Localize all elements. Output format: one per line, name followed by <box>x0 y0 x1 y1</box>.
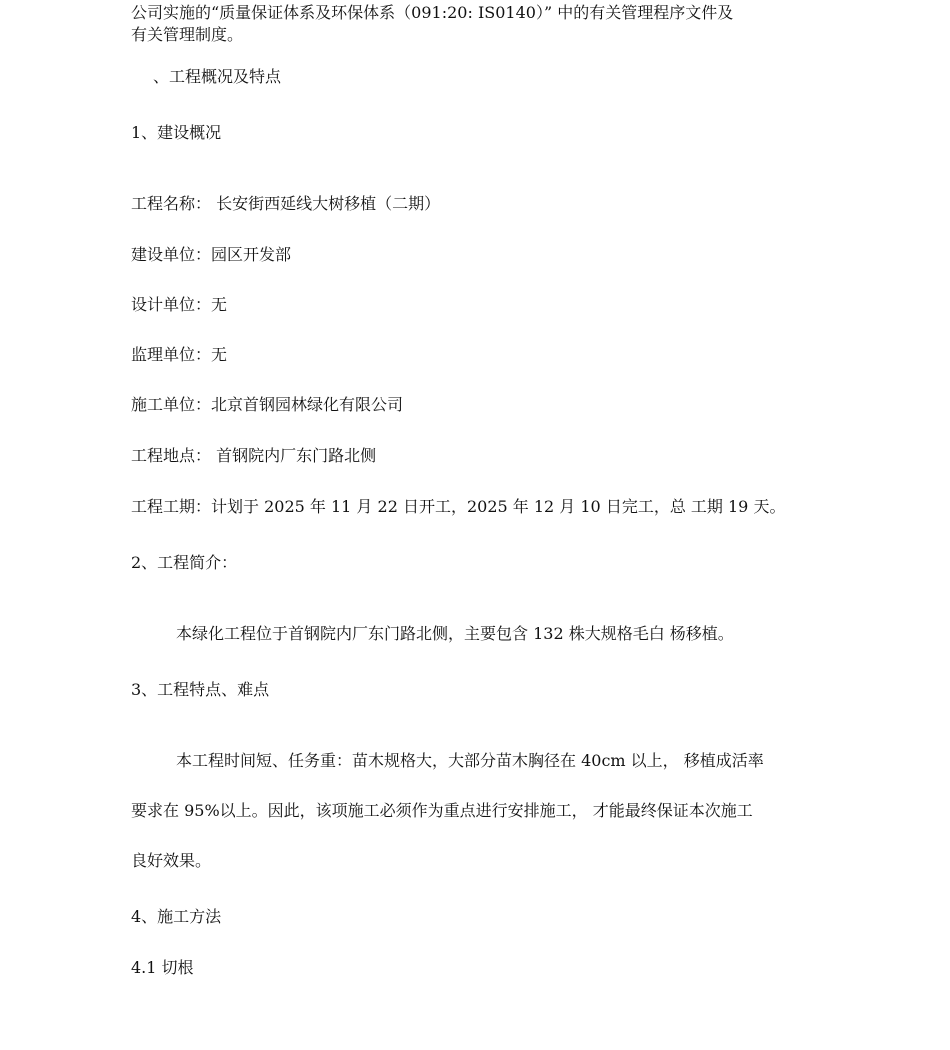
designer-field: 设计单位：无 <box>131 295 228 314</box>
subsection-heading-4: 4、施工方法 <box>131 907 222 926</box>
project-name-field: 工程名称： 长安街西延线大树移植（二期） <box>131 194 441 213</box>
location-field: 工程地点： 首钢院内厂东门路北侧 <box>131 446 377 465</box>
constructor-field: 施工单位：北京首钢园林绿化有限公司 <box>131 395 404 414</box>
subsection-heading-2: 2、工程简介： <box>131 553 238 572</box>
subsection-heading-1: 1、建设概况 <box>131 123 222 142</box>
project-intro-paragraph: 本绿化工程位于首钢院内厂东门路北侧，主要包含 132 株大规格毛白 杨移植。 <box>176 624 734 643</box>
section-title: 、工程概况及特点 <box>153 67 282 86</box>
intro-line-1: 公司实施的“质量保证体系及环保体系（091:20: IS0140）” 中的有关管理程序文件及 <box>131 3 734 22</box>
features-line-1: 本工程时间短、任务重：苗木规格大，大部分苗木胸径在 40cm 以上， 移植成活率 <box>176 751 764 770</box>
schedule-field: 工程工期：计划于 2025 年 11 月 22 日开工，2025 年 12 月 10 日完工，总 工期 19 天。 <box>131 497 786 516</box>
features-line-2: 要求在 95%以上。因此，该项施工必须作为重点进行安排施工， 才能最终保证本次施工 <box>131 801 753 820</box>
subsection-heading-4-1: 4.1 切根 <box>131 958 194 977</box>
subsection-heading-3: 3、工程特点、难点 <box>131 680 270 699</box>
intro-line-2: 有关管理制度。 <box>131 25 244 44</box>
supervisor-field: 监理单位：无 <box>131 345 228 364</box>
features-line-3: 良好效果。 <box>131 851 212 870</box>
builder-field: 建设单位：园区开发部 <box>131 245 292 264</box>
